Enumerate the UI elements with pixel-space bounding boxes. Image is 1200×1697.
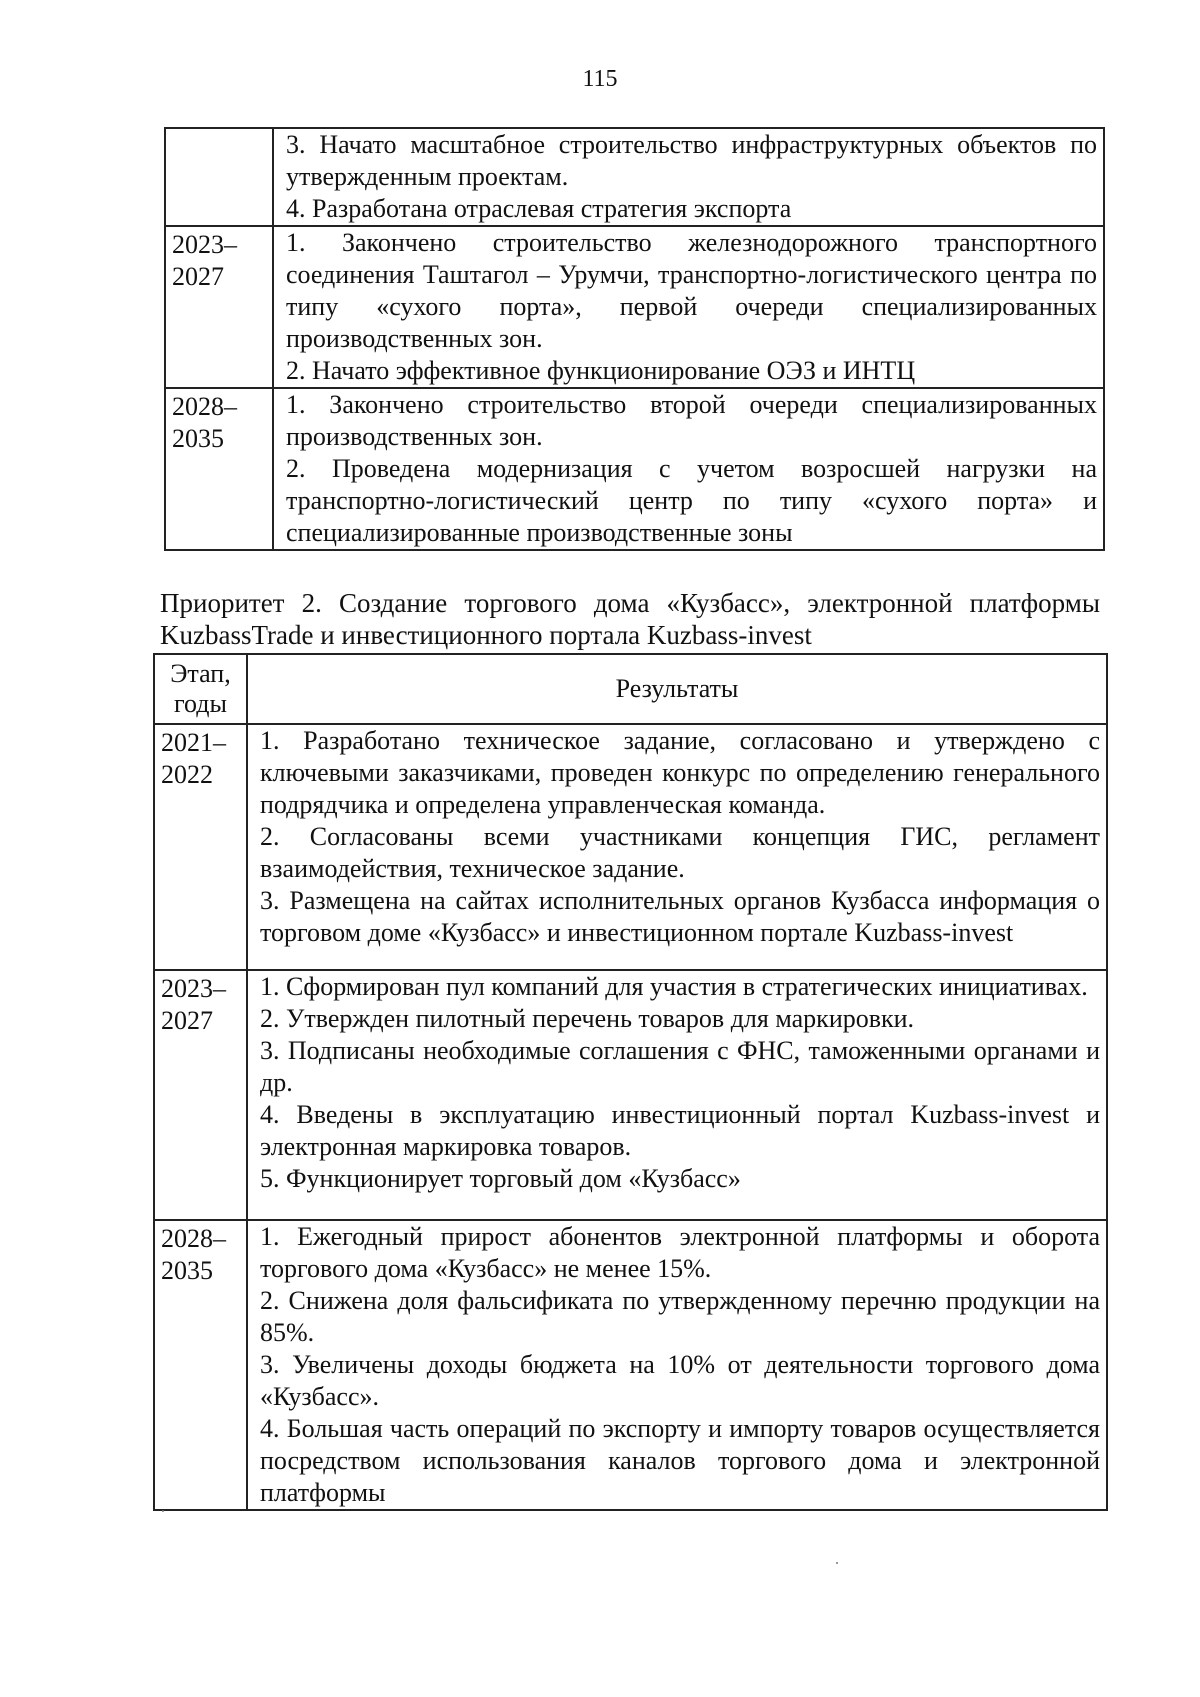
stage-year-start: 2023– bbox=[172, 230, 237, 259]
stage-years-cell bbox=[154, 724, 247, 970]
result-item: 1. Сформирован пул компаний для участия в стратегических инициативах. bbox=[260, 972, 1088, 1001]
result-item: 4. Введены в эксплуатацию инвестиционный портал Kuzbass-invest и электронная маркировка товаров. bbox=[260, 1100, 1100, 1161]
result-item: 4. Большая часть операций по экспорту и импорту товаров осуществляется посредством использования каналов торгового дома и электронной платформы bbox=[260, 1414, 1100, 1507]
result-item: 2. Утвержден пилотный перечень товаров для маркировки. bbox=[260, 1004, 915, 1033]
result-item: 1. Закончено строительство второй очереди специализированных производственных зон. bbox=[286, 390, 1097, 451]
result-item: 3. Начато масштабное строительство инфраструктурных объектов по утвержденным проектам. bbox=[286, 130, 1097, 191]
stage-years-cell bbox=[165, 226, 273, 388]
stage-year-start: 2028– bbox=[161, 1224, 226, 1253]
results-cell bbox=[247, 970, 1107, 1220]
result-item: 3. Увеличены доходы бюджета на 10% от деятельности торгового дома «Кузбасс». bbox=[260, 1350, 1100, 1411]
result-item: 1. Разработано техническое задание, согласовано и утверждено с ключевыми заказчиками, проведен конкурс по определению генерального подрядчика и определена управленческая команда. bbox=[260, 726, 1100, 819]
stage-years-cell bbox=[165, 128, 273, 226]
result-item: 3. Подписаны необходимые соглашения с ФНС, таможенными органами и др. bbox=[260, 1036, 1100, 1097]
results-cell bbox=[273, 226, 1104, 388]
column-header-stage-line1: Этап, bbox=[170, 659, 231, 688]
stage-years-cell bbox=[154, 970, 247, 1220]
result-item: 4. Разработана отраслевая стратегия экспорта bbox=[286, 194, 792, 223]
stage-year-end: 2035 bbox=[172, 424, 224, 453]
stage-year-start: 2028– bbox=[172, 392, 237, 421]
scan-speck bbox=[836, 1562, 838, 1564]
table-row bbox=[154, 724, 1107, 970]
priority2-heading: Приоритет 2. Создание торгового дома «Кузбасс», электронной платформы KuzbassTrade и инвестиционного портала Kuzbass-invest bbox=[160, 588, 1100, 650]
column-header-stage bbox=[154, 654, 247, 724]
column-header-results: Результаты bbox=[247, 654, 1107, 724]
stage-years-cell bbox=[165, 388, 273, 550]
table-row bbox=[165, 226, 1104, 388]
page-number: 115 bbox=[582, 66, 618, 92]
stage-year-end: 2027 bbox=[161, 1006, 213, 1035]
result-item: 5. Функционирует торговый дом «Кузбасс» bbox=[260, 1164, 741, 1193]
priority1-stages-table bbox=[164, 127, 1105, 551]
result-item: 2. Согласованы всеми участниками концепция ГИС, регламент взаимодействия, техническое задание. bbox=[260, 822, 1100, 883]
table-row bbox=[165, 128, 1104, 226]
result-item: 3. Размещена на сайтах исполнительных органов Кузбасса информация о торговом доме «Кузбасс» и инвестиционном портале Kuzbass-invest bbox=[260, 886, 1100, 947]
result-item: 2. Снижена доля фальсификата по утвержденному перечню продукции на 85%. bbox=[260, 1286, 1100, 1347]
stage-year-end: 2022 bbox=[161, 760, 213, 789]
column-header-stage-line2: годы bbox=[174, 689, 227, 718]
result-item: 1. Ежегодный прирост абонентов электронной платформы и оборота торгового дома «Кузбасс» не менее 15%. bbox=[260, 1222, 1100, 1283]
results-cell bbox=[273, 388, 1104, 550]
table-row bbox=[165, 388, 1104, 550]
stage-year-start: 2021– bbox=[161, 728, 226, 757]
result-item: 2. Проведена модернизация с учетом возросшей нагрузки на транспортно-логистический центр по типу «сухого порта» и специализированные производственные зоны bbox=[286, 454, 1097, 547]
scan-speck bbox=[162, 1510, 164, 1512]
priority2-stages-table bbox=[153, 653, 1108, 1511]
results-cell bbox=[273, 128, 1104, 226]
table-row bbox=[154, 970, 1107, 1220]
results-cell bbox=[247, 724, 1107, 970]
result-item: 2. Начато эффективное функционирование ОЭЗ и ИНТЦ bbox=[286, 356, 916, 385]
results-cell bbox=[247, 1220, 1107, 1510]
table-header-row bbox=[154, 654, 1107, 724]
stage-year-end: 2035 bbox=[161, 1256, 213, 1285]
stage-year-end: 2027 bbox=[172, 262, 224, 291]
result-item: 1. Закончено строительство железнодорожного транспортного соединения Таштагол – Урумчи, транспортно-логистического центра по типу «сухого порта», первой очереди специализированных производственных зон. bbox=[286, 228, 1097, 353]
table-row bbox=[154, 1220, 1107, 1510]
stage-year-start: 2023– bbox=[161, 974, 226, 1003]
stage-years-cell bbox=[154, 1220, 247, 1510]
